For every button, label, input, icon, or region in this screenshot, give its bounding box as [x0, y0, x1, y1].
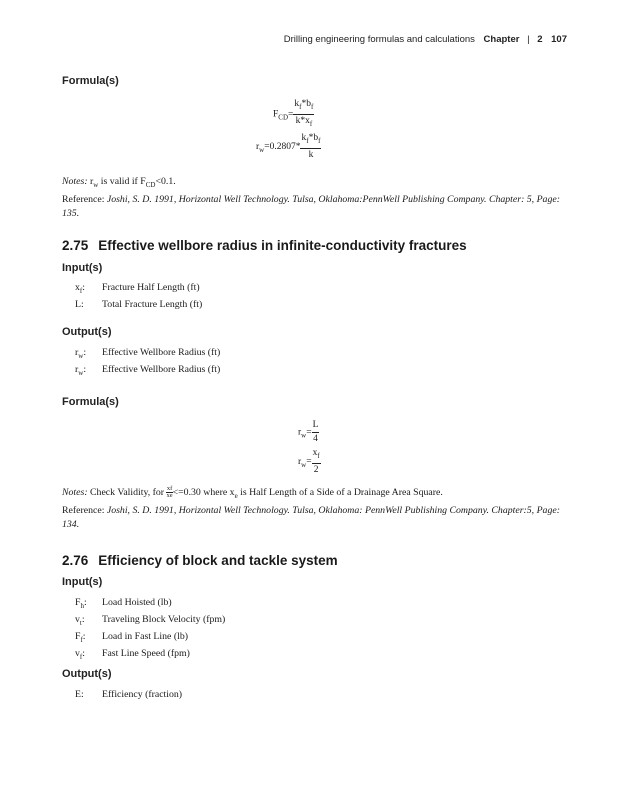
chapter-label: Chapter: [483, 34, 520, 45]
running-header: [284, 34, 567, 45]
notes-top: Notes: $r_w$ is valid if $F_{CD}<0.1$.: [62, 176, 176, 189]
output-item: $r_w$: Effective Wellbore Radius (ft): [75, 363, 221, 377]
inputs-list-2-76: [75, 596, 225, 664]
input-item: $v_t$: Traveling Block Velocity (fpm): [75, 613, 226, 627]
chapter-number: 2: [537, 34, 543, 45]
inputs-list-2-75: [75, 281, 202, 315]
reference-2-75: Reference: Joshi, S. D. 1991, Horizontal Well Technology. Tulsa, Oklahoma: PennWell Publishing Company. Chapter:5, Page: 134.: [62, 505, 560, 530]
outputs-heading-2-76: Output(s): [62, 668, 112, 680]
running-title: Drilling engineering formulas and calculations: [283, 34, 475, 45]
input-item: L: Total Fracture Length (ft): [75, 298, 203, 310]
reference-top: Reference: Joshi, S. D. 1991, Horizontal Well Technology. Tulsa, Oklahoma:PennWell Publishing Company. Chapter: 5, Page: 135.: [62, 194, 560, 219]
formula-rw-xf: $r_w=$ $\frac{x_f}{2}$: [298, 448, 320, 475]
outputs-heading-2-75: Output(s): [62, 326, 112, 338]
section-heading-2-75: 2.75 Effective wellbore radius in infinite-conductivity fractures: [62, 238, 467, 253]
formula-heading-2-75: Formula(s): [62, 396, 119, 408]
formula-rw-fcd: $r_w=0.2807*$ $\frac{k_f*b_f}{k}$: [256, 133, 321, 160]
header-separator: |: [527, 34, 530, 45]
notes-2-75: Notes: Check Validity, for $\frac{xf}{xe}$ <=0.30 where $x_e$ is Half Length of a Side of a Drainage Area Square.: [62, 485, 443, 500]
inputs-heading-2-76: Input(s): [62, 576, 103, 588]
input-item: $x_f$: Fracture Half Length (ft): [75, 282, 200, 295]
formula-fcd: $F_{CD}=$ $\frac{k_f*b_f}{k*x_f}$: [273, 99, 314, 128]
formula-rw-l: $r_w=$ $\frac{L}{4}$: [298, 420, 319, 444]
formula-heading-top: Formula(s): [62, 75, 119, 87]
input-item: $F_h$: Load Hoisted (lb): [75, 597, 172, 610]
output-item: E: Efficiency (fraction): [75, 689, 183, 700]
inputs-heading-2-75: Input(s): [62, 262, 103, 274]
input-item: $F_f$: Load in Fast Line (lb): [75, 630, 188, 644]
page-number: 107: [551, 34, 567, 45]
input-item: $v_f$: Fast Line Speed (fpm): [75, 647, 190, 661]
outputs-list-2-75: [75, 346, 220, 380]
outputs-list-2-76: [75, 688, 182, 705]
section-heading-2-76: 2.76 Efficiency of block and tackle system: [62, 553, 338, 568]
output-item: $r_w$: Effective Wellbore Radius (ft): [75, 347, 221, 360]
